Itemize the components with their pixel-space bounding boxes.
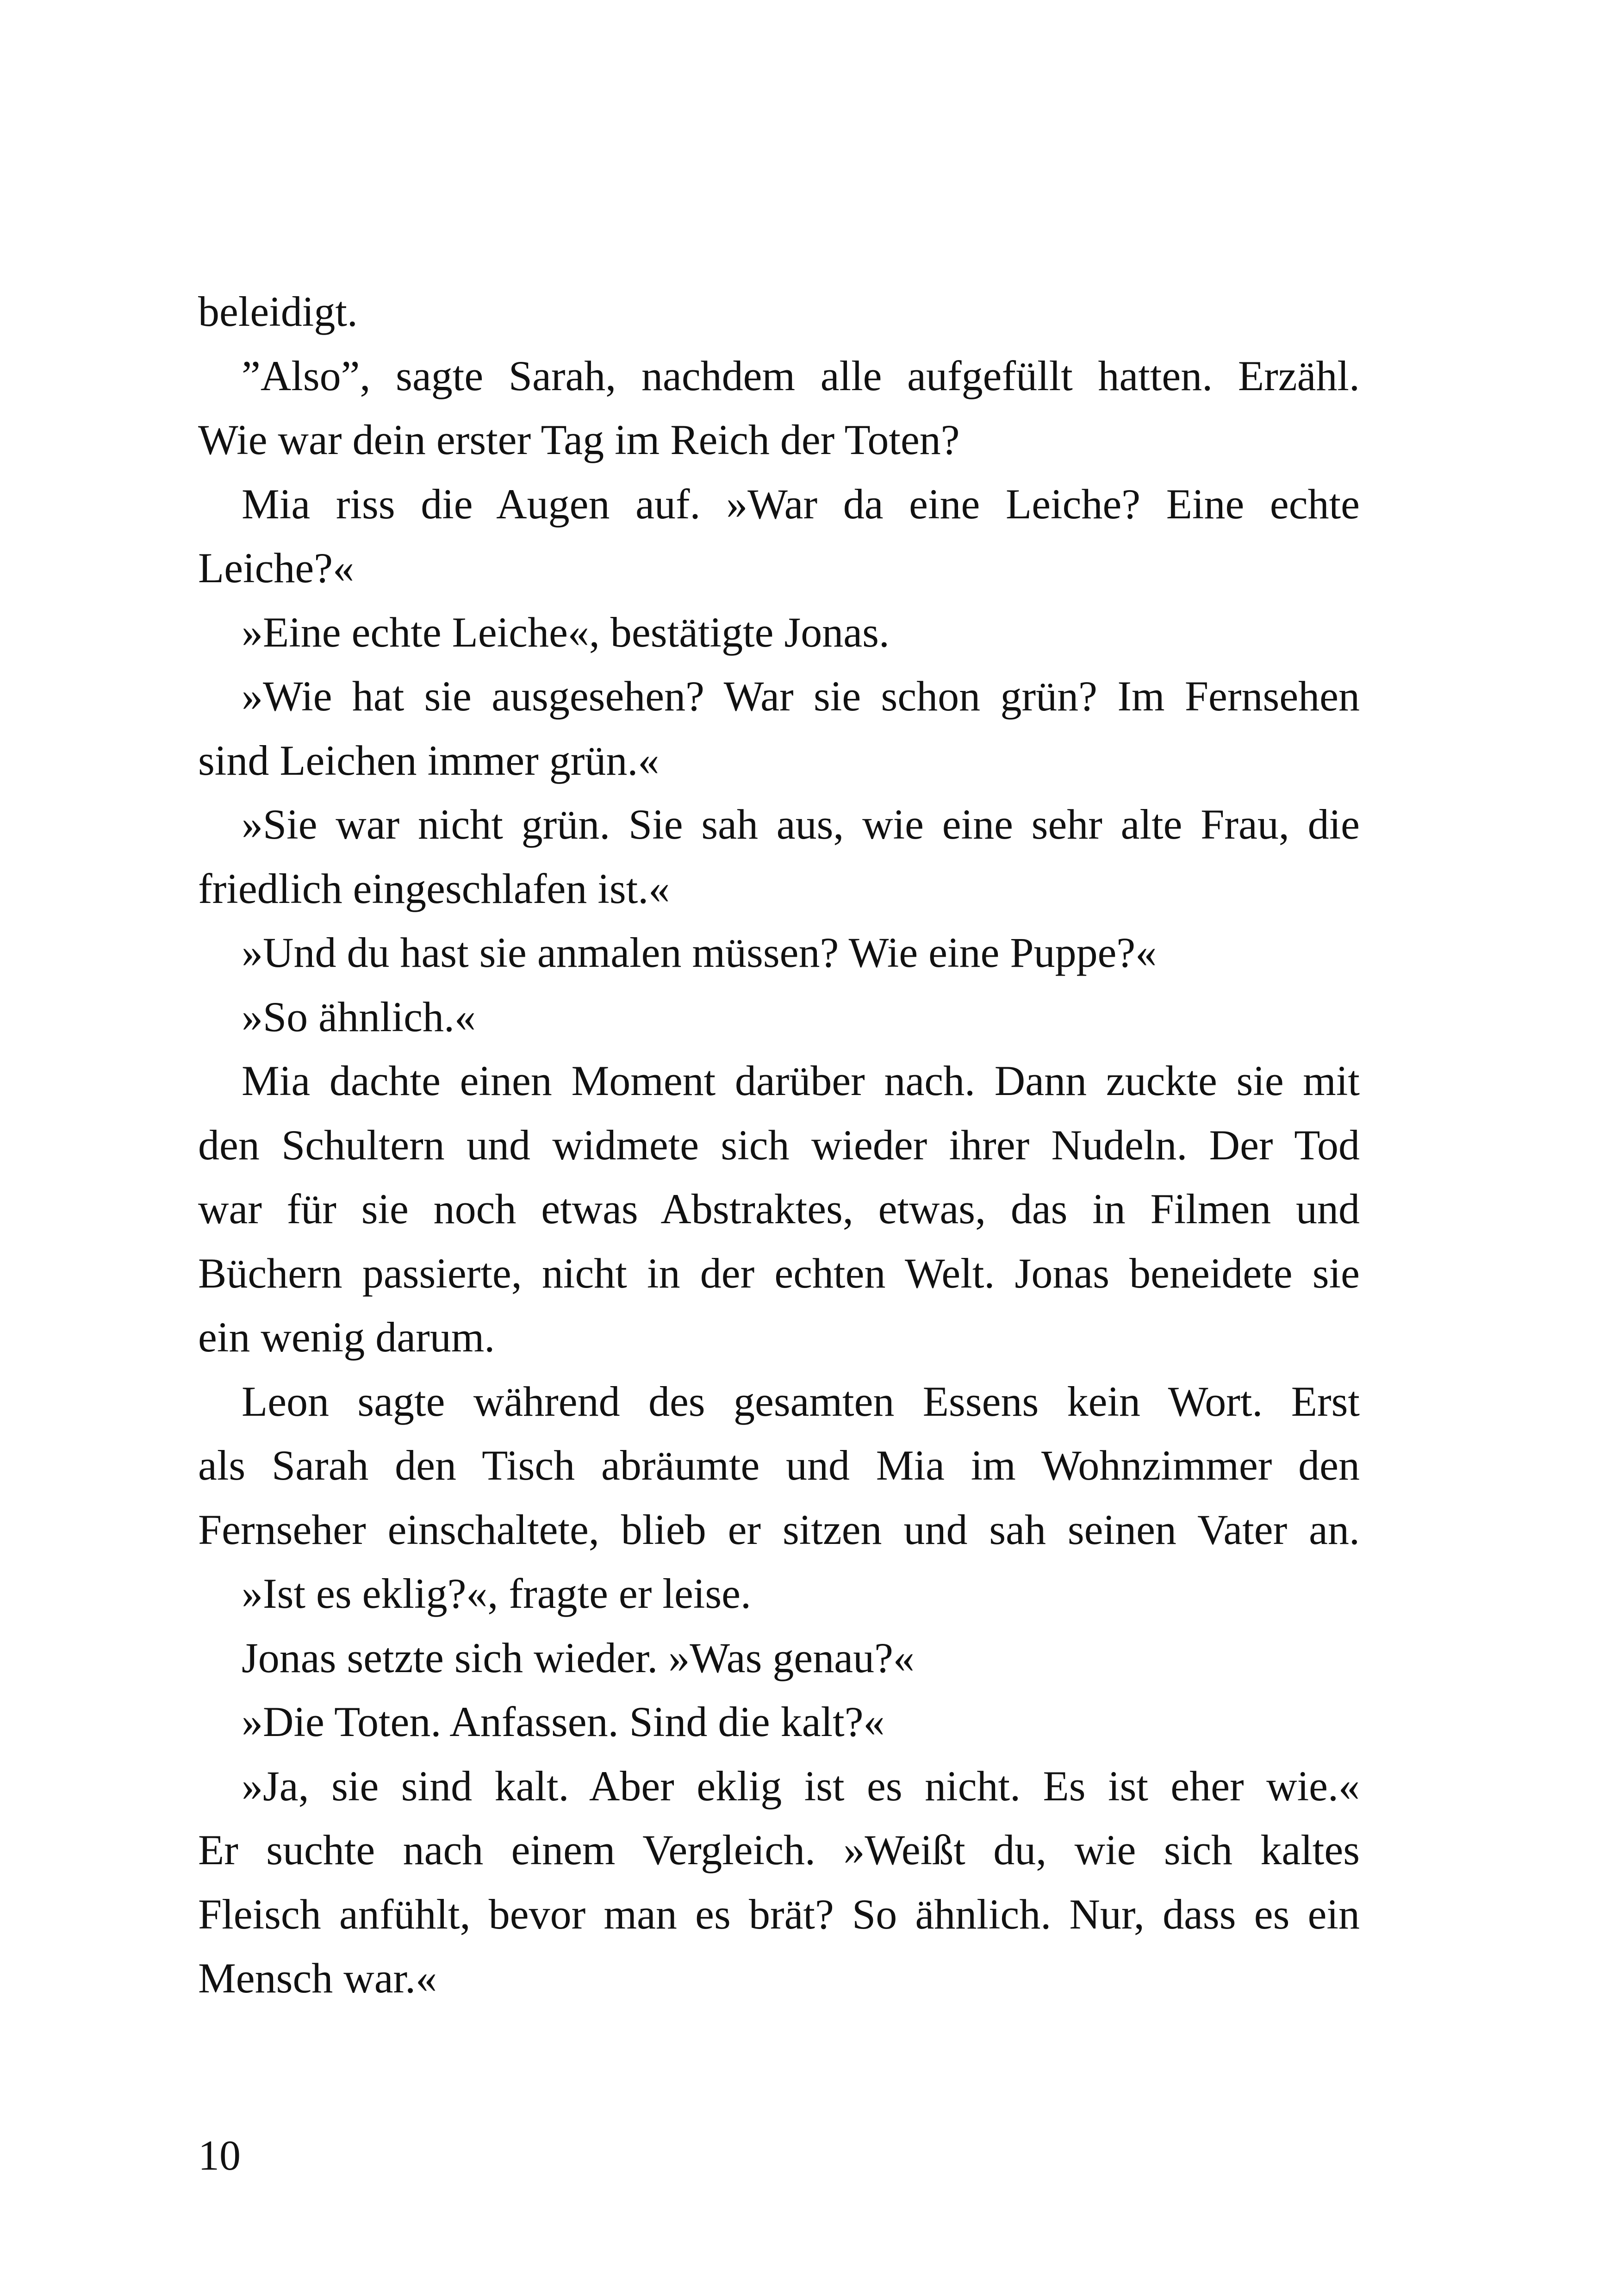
text-line: den Schultern und widmete sich wieder ihrer Nudeln. Der Tod xyxy=(198,1121,1360,1169)
text-line: »So ähnlich.« xyxy=(242,993,476,1040)
text-line: Leon sagte während des gesamten Essens kein Wort. Erst xyxy=(242,1377,1360,1425)
text-line: »Und du hast sie anmalen müssen? Wie eine Puppe?« xyxy=(242,929,1157,976)
text-line: ”Also”, sagte Sarah, nachdem alle aufgefüllt hatten. Erzähl. xyxy=(242,352,1360,399)
text-line: »Die Toten. Anfassen. Sind die kalt?« xyxy=(242,1698,885,1745)
text-line: Mensch war.« xyxy=(198,1954,437,2002)
text-line: war für sie noch etwas Abstraktes, etwas, das in Filmen und xyxy=(198,1185,1360,1232)
text-line: ein wenig darum. xyxy=(198,1313,495,1361)
text-line: Er suchte nach einem Vergleich. »Weißt du, wie sich kaltes xyxy=(198,1826,1360,1873)
body-text xyxy=(198,280,1360,2010)
text-line: Mia dachte einen Moment darüber nach. Dann zuckte sie mit xyxy=(242,1057,1360,1104)
text-line: Mia riss die Augen auf. »War da eine Leiche? Eine echte xyxy=(242,480,1360,528)
text-line: Leiche?« xyxy=(198,544,355,591)
text-line: als Sarah den Tisch abräumte und Mia im Wohnzimmer den xyxy=(198,1442,1360,1489)
page-number: 10 xyxy=(198,2132,241,2179)
text-line: »Eine echte Leiche«, bestätigte Jonas. xyxy=(242,608,890,656)
text-line: beleidigt. xyxy=(198,288,358,335)
text-line: »Wie hat sie ausgesehen? War sie schon grün? Im Fernsehen xyxy=(242,672,1360,720)
text-line: »Sie war nicht grün. Sie sah aus, wie eine sehr alte Frau, die xyxy=(242,801,1360,848)
text-line: sind Leichen immer grün.« xyxy=(198,736,660,784)
text-line: Jonas setzte sich wieder. »Was genau?« xyxy=(242,1634,915,1681)
text-line: Wie war dein erster Tag im Reich der Toten? xyxy=(198,416,960,463)
text-line: »Ist es eklig?«, fragte er leise. xyxy=(242,1570,751,1617)
text-line: Fernseher einschaltete, blieb er sitzen und sah seinen Vater an. xyxy=(198,1506,1360,1553)
text-line: Fleisch anfühlt, bevor man es brät? So ähnlich. Nur, dass es ein xyxy=(198,1890,1360,1938)
text-line: Büchern passierte, nicht in der echten Welt. Jonas beneidete sie xyxy=(198,1249,1360,1297)
text-line: friedlich eingeschlafen ist.« xyxy=(198,865,670,912)
text-line: »Ja, sie sind kalt. Aber eklig ist es nicht. Es ist eher wie.« xyxy=(242,1762,1360,1810)
